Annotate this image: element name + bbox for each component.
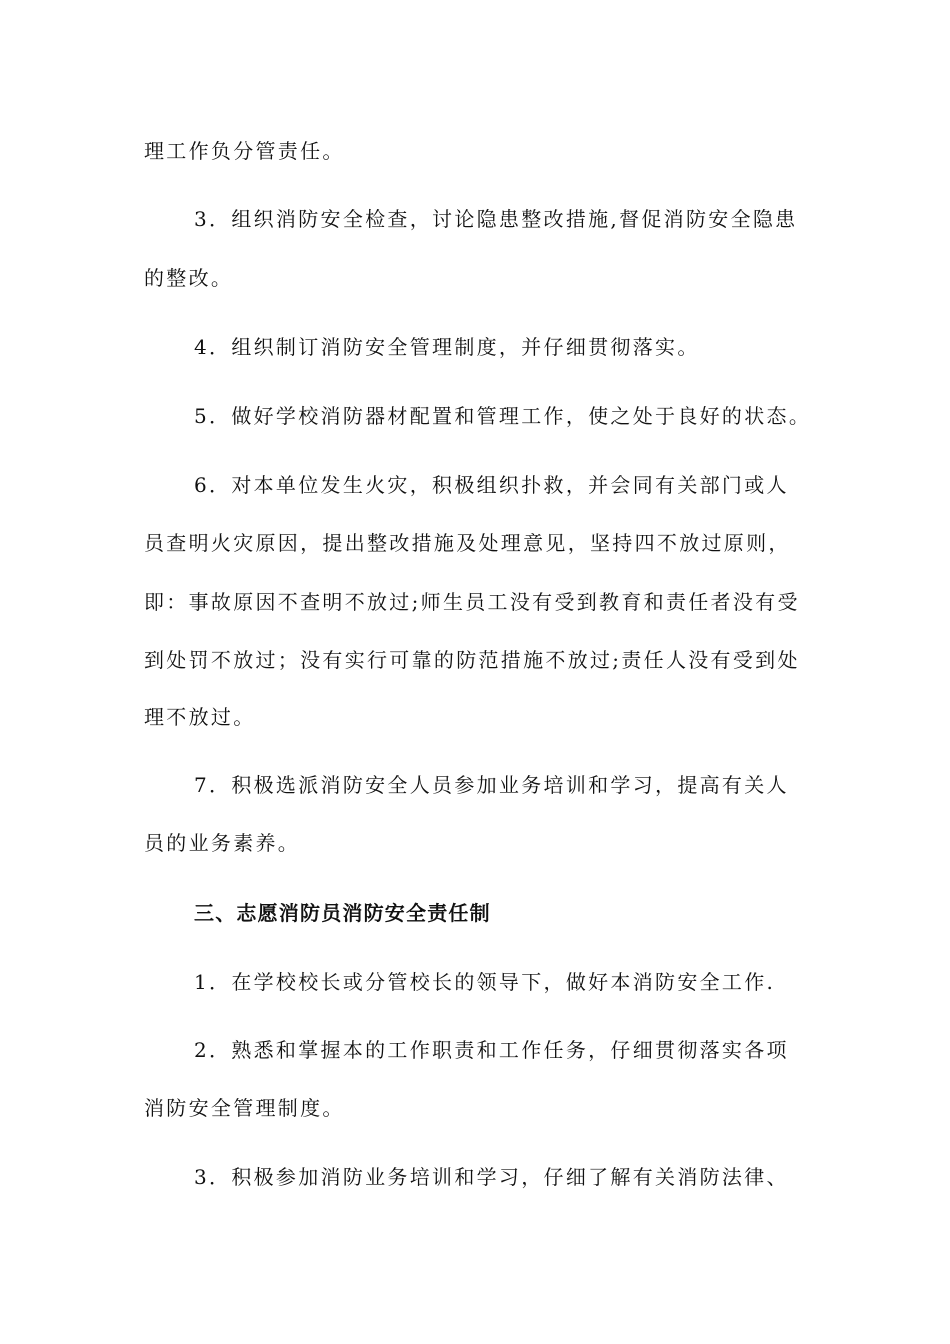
section-heading: 三、志愿消防员消防安全责任制: [194, 901, 491, 925]
body-text-line: 即：事故原因不查明不放过;师生员工没有受到教育和责任者没有受: [144, 590, 800, 614]
list-item-6-line: 6．对本单位发生火灾，积极组织扑救，并会同有关部门或人: [194, 473, 789, 497]
list-item-2-line: 2．熟悉和掌握本的工作职责和工作任务，仔细贯彻落实各项: [194, 1038, 789, 1062]
list-item-3-line: 3．组织消防安全检查，讨论隐患整改措施,督促消防安全隐患: [194, 207, 798, 231]
list-item-7-line: 7．积极选派消防安全人员参加业务培训和学习，提高有关人: [194, 773, 789, 797]
list-item-1-line: 1．在学校校长或分管校长的领导下，做好本消防安全工作.: [194, 970, 776, 994]
body-text-line: 消防安全管理制度。: [144, 1096, 345, 1120]
list-item-3-line: 3．积极参加消防业务培训和学习，仔细了解有关消防法律、: [194, 1165, 789, 1189]
list-item-4-line: 4．组织制订消防安全管理制度，并仔细贯彻落实。: [194, 335, 700, 359]
body-text-line: 员查明火灾原因，提出整改措施及处理意见，坚持四不放过原则，: [144, 531, 791, 555]
body-text-line: 理工作负分管责任。: [144, 139, 345, 163]
list-item-5-line: 5．做好学校消防器材配置和管理工作，使之处于良好的状态。: [194, 404, 812, 428]
body-text-line: 到处罚不放过；没有实行可靠的防范措施不放过;责任人没有受到处: [144, 648, 800, 672]
body-text-line: 理不放过。: [144, 705, 256, 729]
body-text-line: 员的业务素养。: [144, 831, 301, 855]
body-text-line: 的整改。: [144, 266, 234, 290]
